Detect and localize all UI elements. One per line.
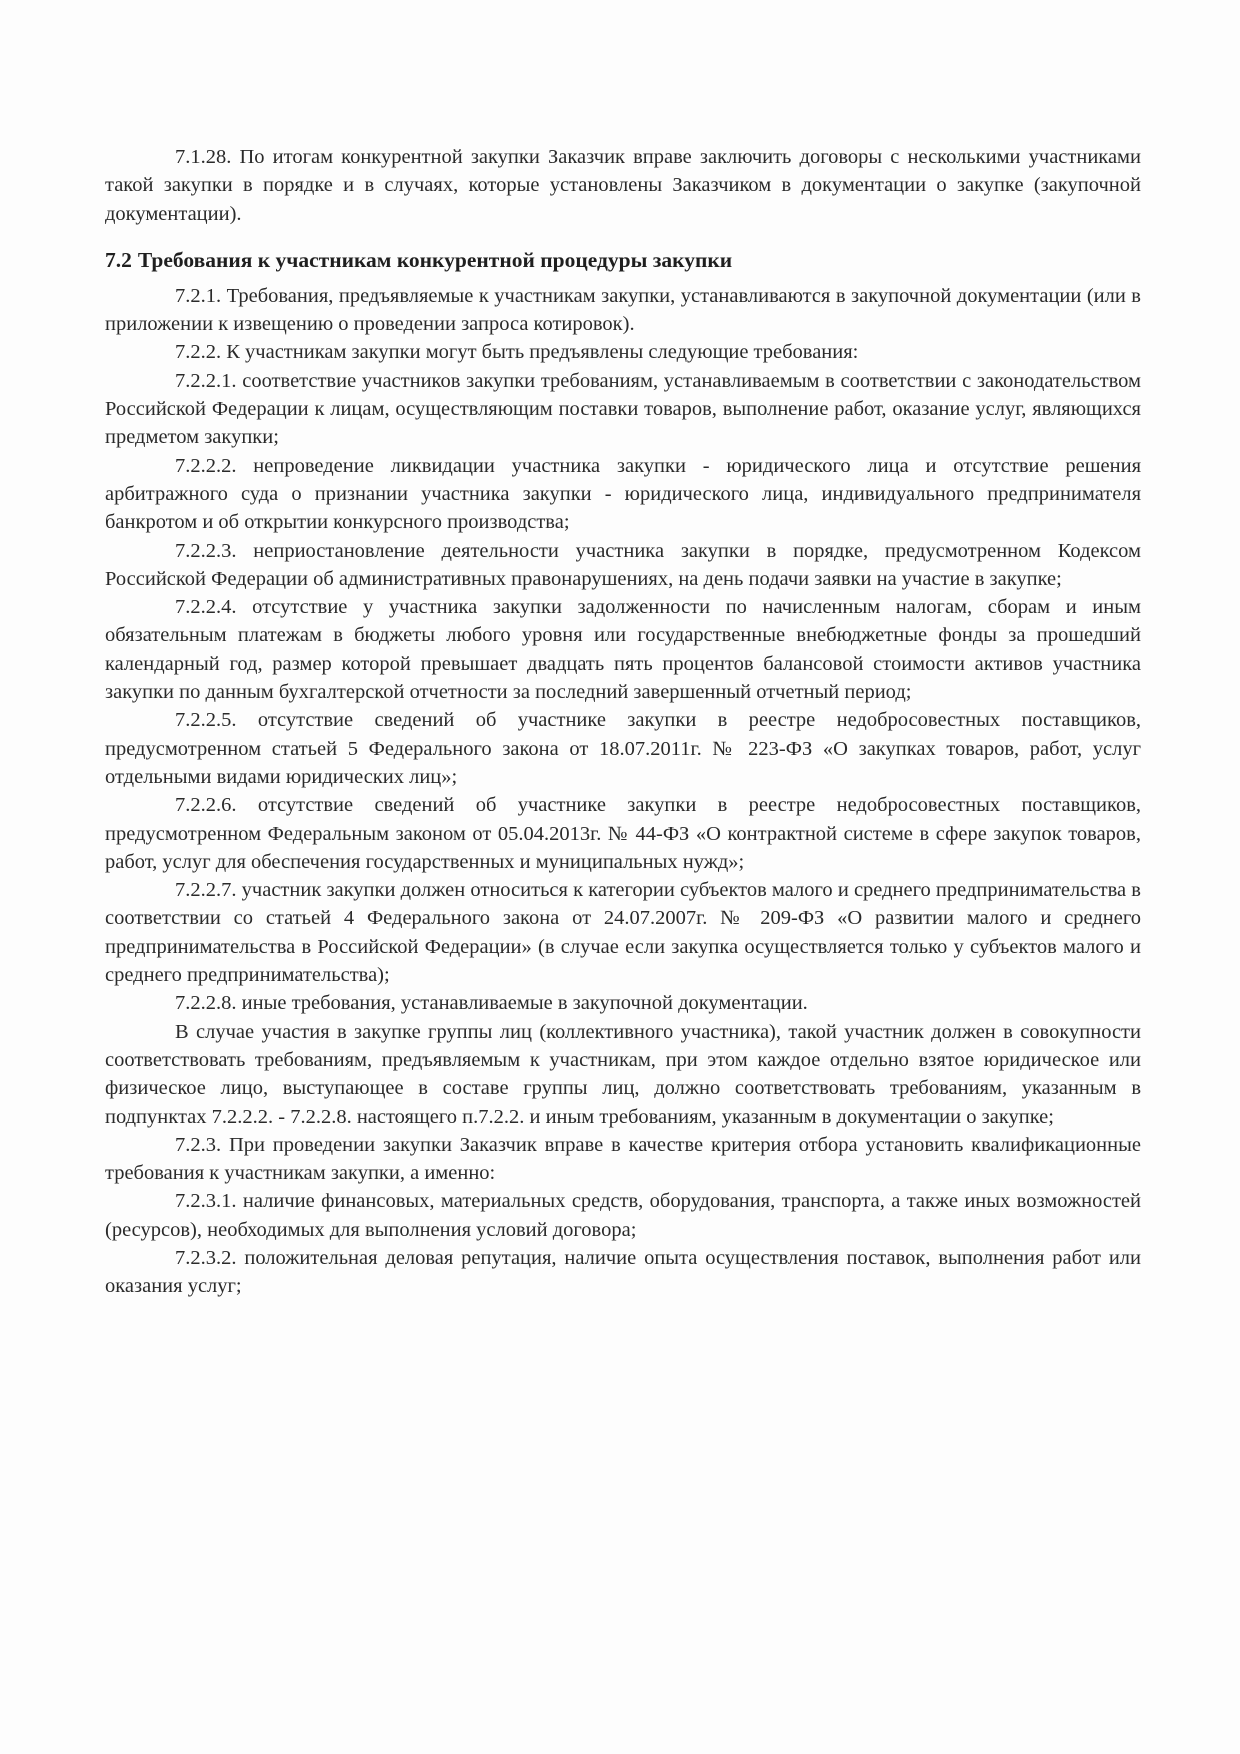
paragraph-7-2-2: 7.2.2. К участникам закупки могут быть предъявлены следующие требования:: [175, 341, 859, 364]
paragraph-7-2-2-1: 7.2.2.1. соответствие участников закупки требованиям, устанавливаемым в соответствии с законодательством Российской Федерации к лицам, осуществляющим поставки товаров, выполнение работ, оказание услуг, являющихся предметом закупки;: [105, 369, 1141, 449]
paragraph-7-2-2-8: 7.2.2.8. иные требования, устанавливаемые в закупочной документации.: [175, 992, 808, 1015]
document-body: [105, 143, 1141, 1301]
paragraph-group-participants: В случае участия в закупке группы лиц (коллективного участника), такой участник должен в совокупности соответствовать требованиям, предъявляемым к участникам, при этом каждое отдельно взятое юридическое или физическое лицо, выступающее в составе группы лиц, должно соответствовать требованиям, указанным в подпунктах 7.2.2.2. - 7.2.2.8. настоящего п.7.2.2. и иным требованиям, указанным в документации о закупке;: [105, 1020, 1141, 1128]
section-title: Требования к участникам конкурентной процедуры закупки: [137, 247, 733, 272]
paragraph-7-2-3: 7.2.3. При проведении закупки Заказчик вправе в качестве критерия отбора установить квалификационные требования к участникам закупки, а именно:: [105, 1133, 1141, 1185]
paragraph-7-1-28: 7.1.28. По итогам конкурентной закупки Заказчик вправе заключить договоры с несколькими участниками такой закупки в порядке и в случаях, которые установлены Заказчиком в документации о закупке (закупочной документации).: [105, 146, 1141, 225]
paragraph-7-2-2-4: 7.2.2.4. отсутствие у участника закупки задолженности по начисленным налогам, сборам и иным обязательным платежам в бюджеты любого уровня или государственные внебюджетные фонды за прошедший календарный год, размер которой превышает двадцать пять процентов балансовой стоимости активов участника закупки по данным бухгалтерской отчетности за последний завершенный отчетный период;: [105, 596, 1141, 704]
section-number: 7.2: [105, 247, 132, 272]
paragraph-7-2-3-1: 7.2.3.1. наличие финансовых, материальных средств, оборудования, транспорта, а также иных возможностей (ресурсов), необходимых для выполнения условий договора;: [105, 1190, 1141, 1241]
paragraph-7-2-2-2: 7.2.2.2. непроведение ликвидации участника закупки - юридического лица и отсутствие решения арбитражного суда о признании участника закупки - юридического лица, индивидуального предпринимателя банкротом и об открытии конкурсного производства;: [105, 454, 1141, 534]
paragraph-7-2-2-6: 7.2.2.6. отсутствие сведений об участнике закупки в реестре недобросовестных поставщиков, предусмотренном Федеральным законом от 05.04.2013г. № 44-ФЗ «О контрактной системе в сфере закупок товаров, работ, услуг для обеспечения государственных и муниципальных нужд»;: [105, 794, 1141, 873]
paragraph-7-2-3-2: 7.2.3.2. положительная деловая репутация, наличие опыта осуществления поставок, выполнения работ или оказания услуг;: [105, 1246, 1141, 1298]
paragraph-7-2-2-7: 7.2.2.7. участник закупки должен относиться к категории субъектов малого и среднего предпринимательства в соответствии со статьей 4 Федерального закона от 24.07.2007г. № 209-ФЗ «О развитии малого и среднего предпринимательства в Российской Федерации» (в случае если закупка осуществляется только у субъектов малого и среднего предпринимательства);: [105, 879, 1141, 987]
section-heading: [105, 245, 1141, 275]
paragraph-7-2-1: 7.2.1. Требования, предъявляемые к участникам закупки, устанавливаются в закупочной документации (или в приложении к извещению о проведении запроса котировок).: [105, 284, 1141, 336]
paragraph-7-2-2-3: 7.2.2.3. неприостановление деятельности участника закупки в порядке, предусмотренном Кодексом Российской Федерации об административных правонарушениях, на день подачи заявки на участие в закупке;: [105, 539, 1141, 590]
paragraph-7-2-2-5: 7.2.2.5. отсутствие сведений об участнике закупки в реестре недобросовестных поставщиков, предусмотренном статьей 5 Федерального закона от 18.07.2011г. № 223-ФЗ «О закупках товаров, работ, услуг отдельными видами юридических лиц»;: [105, 709, 1141, 788]
